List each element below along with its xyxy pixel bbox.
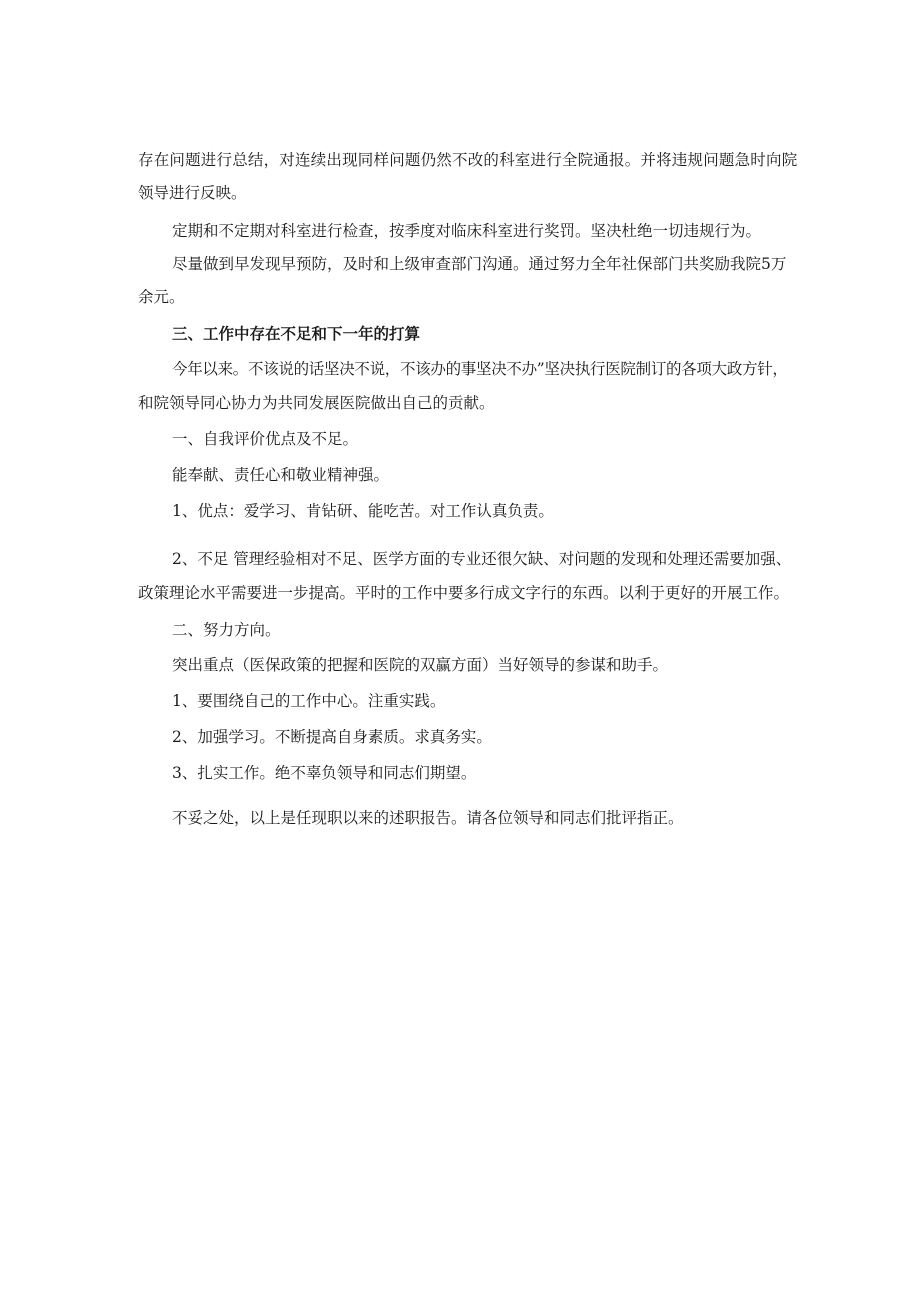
subsection-heading: 二、努力方向。	[172, 621, 281, 639]
subsection-heading: 一、自我评价优点及不足。	[172, 430, 359, 448]
paragraph-line: 尽量做到早发现早预防，及时和上级审查部门沟通。通过努力全年社保部门共奖励我院5万	[172, 255, 787, 273]
section-heading: 三、工作中存在不足和下一年的打算	[172, 325, 421, 343]
paragraph-line: 领导进行反映。	[138, 184, 247, 202]
list-item: 1、优点：爱学习、肯钻研、能吃苦。对工作认真负责。	[172, 502, 554, 520]
list-item: 2、不足 管理经验相对不足、医学方面的专业还很欠缺、对问题的发现和处理还需要加强、	[172, 550, 792, 568]
paragraph-line: 余元。	[138, 288, 185, 306]
paragraph-line: 能奉献、责任心和敬业精神强。	[172, 466, 390, 484]
list-item: 3、扎实工作。绝不辜负领导和同志们期望。	[172, 764, 477, 782]
list-item: 1、要围绕自己的工作中心。注重实践。	[172, 692, 446, 710]
paragraph-line: 存在问题进行总结，对连续出现同样问题仍然不改的科室进行全院通报。并将违规问题急时向院	[138, 151, 798, 169]
paragraph-line: 和院领导同心协力为共同发展医院做出自己的贡献。	[138, 394, 495, 412]
paragraph-line: 定期和不定期对科室进行检查，按季度对临床科室进行奖罚。坚决杜绝一切违规行为。	[172, 222, 762, 240]
paragraph-line: 突出重点（医保政策的把握和医院的双赢方面）当好领导的参谋和助手。	[172, 656, 669, 674]
closing-line: 不妥之处，以上是任现职以来的述职报告。请各位领导和同志们批评指正。	[172, 809, 684, 827]
list-item: 2、加强学习。不断提高自身素质。求真务实。	[172, 728, 492, 746]
paragraph-line: 政策理论水平需要进一步提高。平时的工作中要多行成文字行的东西。以利于更好的开展工作。	[138, 584, 790, 602]
paragraph-line: 今年以来。不该说的话坚决不说，不该办的事坚决不办”坚决执行医院制订的各项大政方针，	[172, 360, 788, 378]
